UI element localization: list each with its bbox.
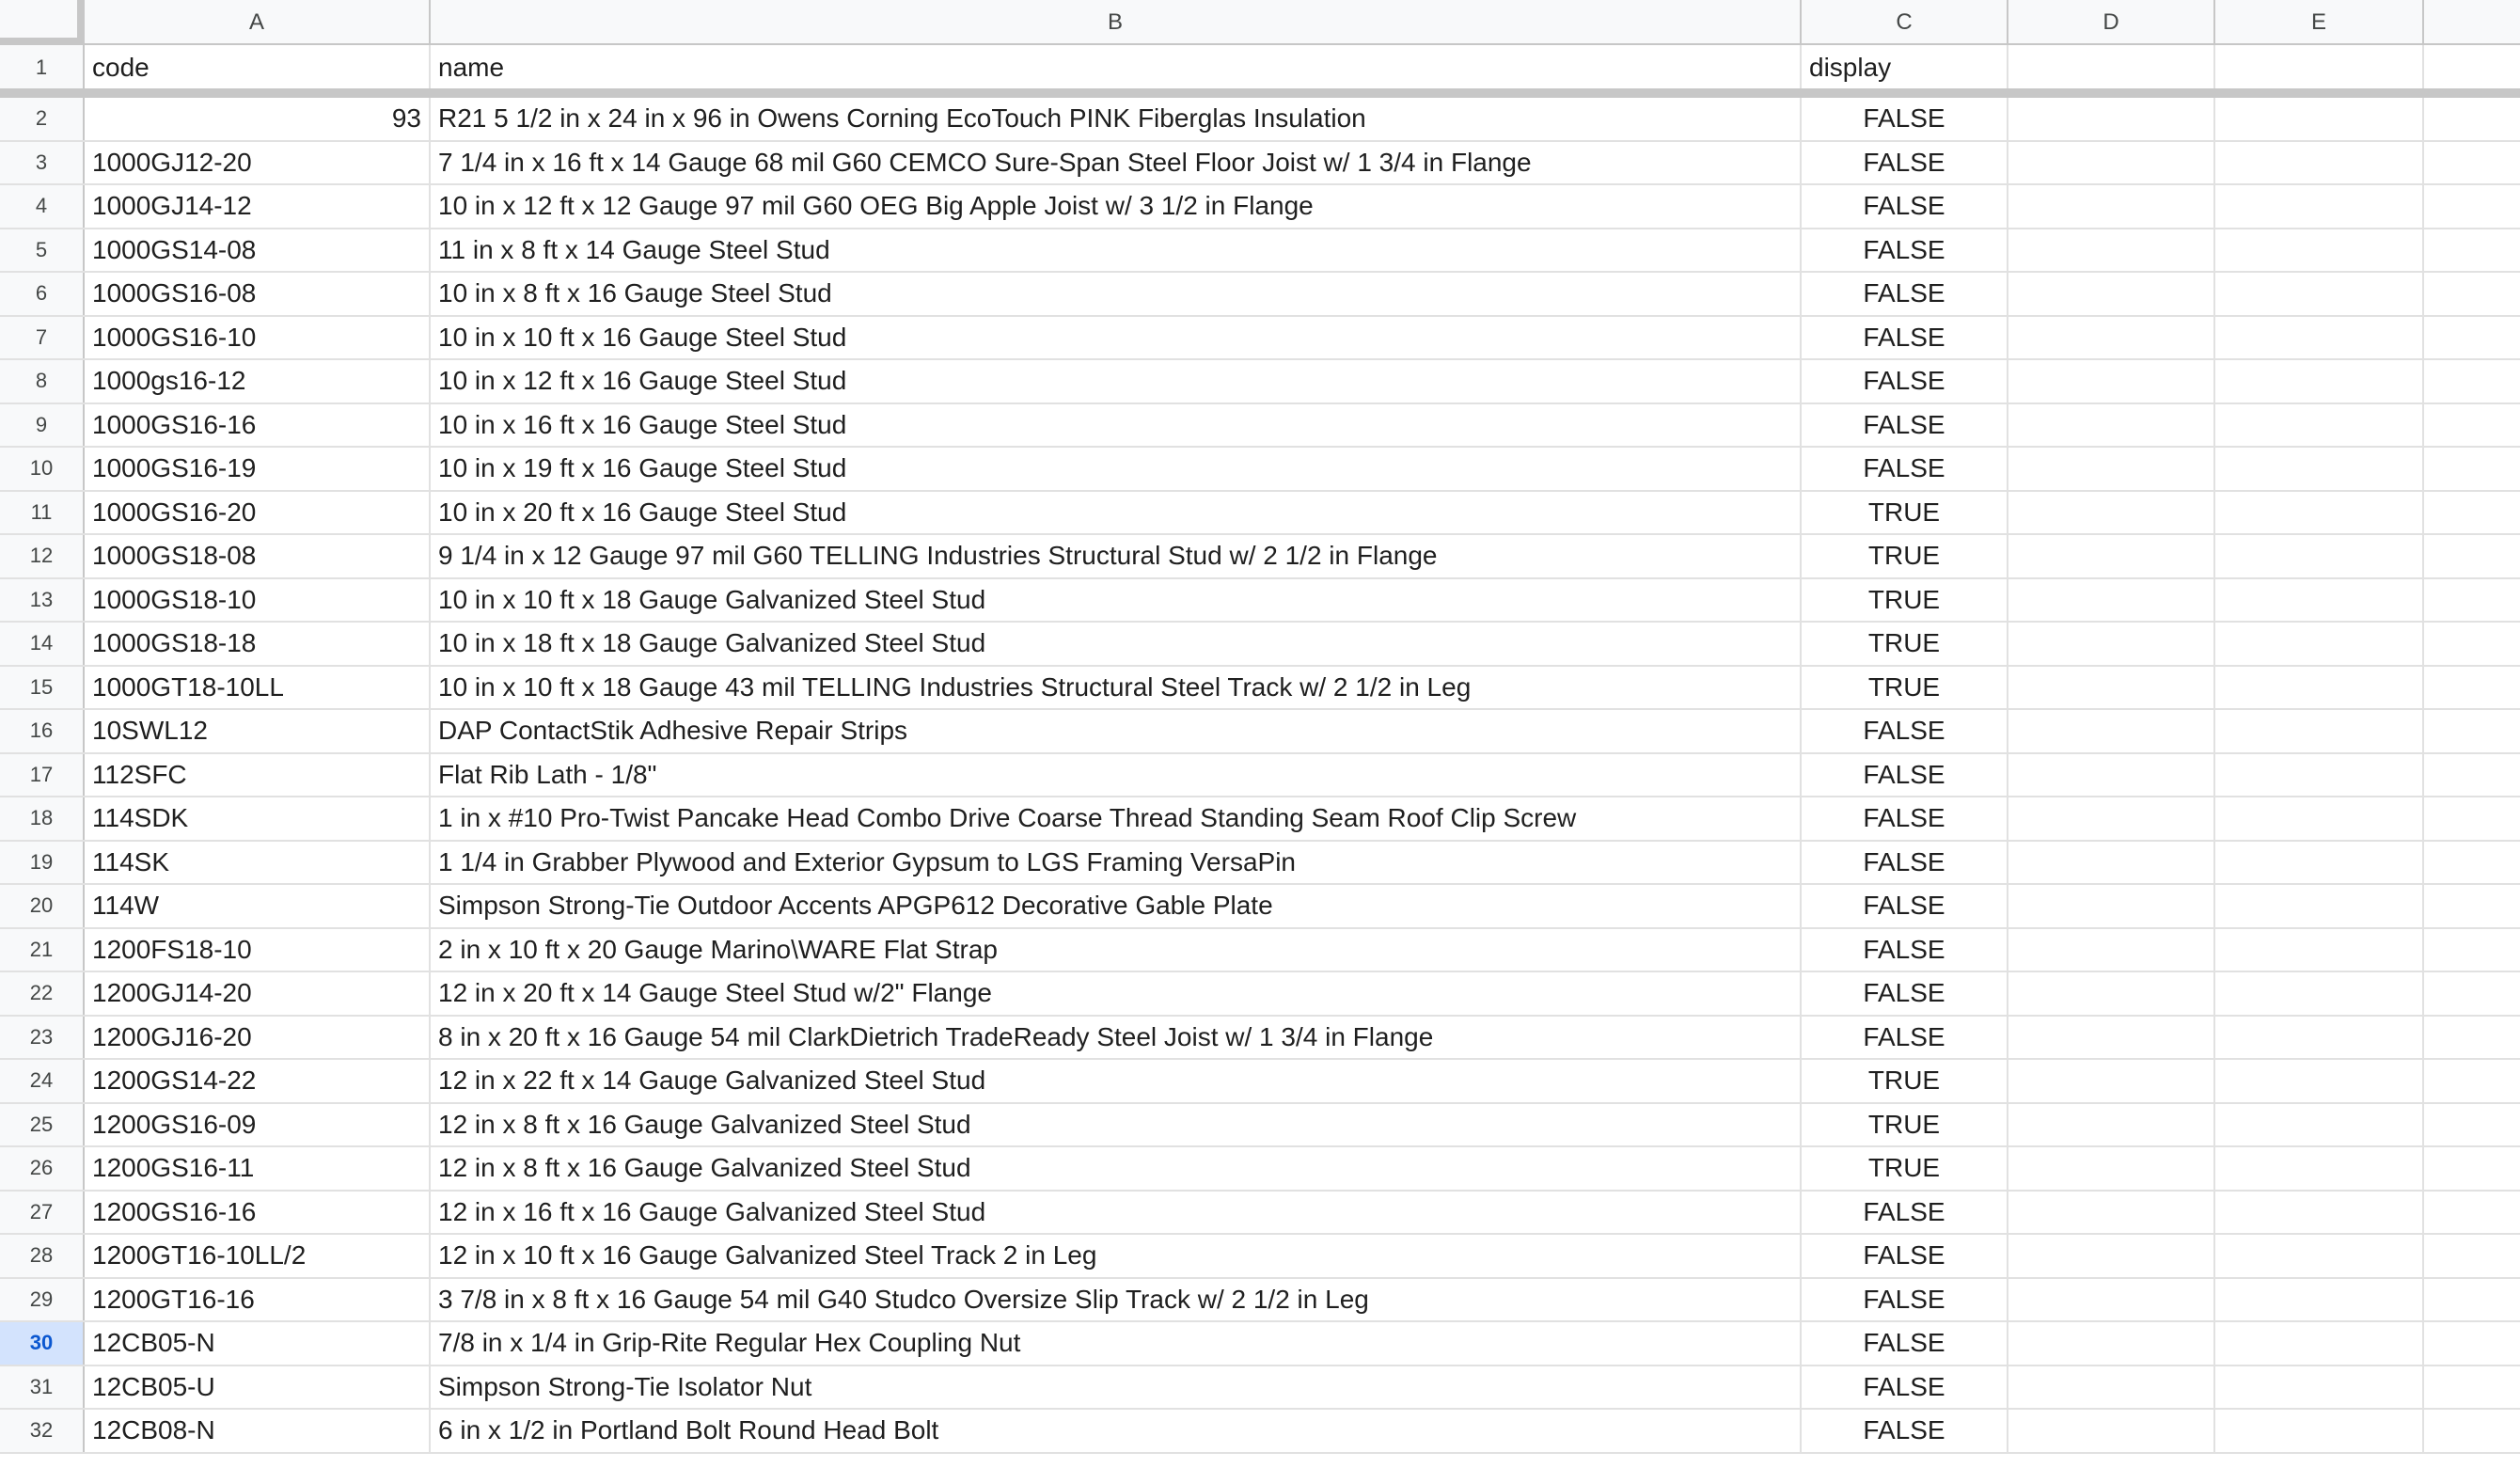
cell-display[interactable]: FALSE — [1802, 1192, 2008, 1234]
cell-empty[interactable] — [2008, 492, 2215, 534]
cell-empty[interactable] — [2008, 142, 2215, 184]
row-number[interactable]: 8 — [0, 360, 85, 403]
cell-code[interactable]: 1000GS18-08 — [85, 535, 431, 577]
cell-empty[interactable] — [2424, 185, 2520, 228]
cell-name[interactable]: 12 in x 8 ft x 16 Gauge Galvanized Steel Stud — [431, 1147, 1802, 1190]
cell-display[interactable]: TRUE — [1802, 1060, 2008, 1102]
column-header-b[interactable]: B — [431, 0, 1802, 45]
row-number[interactable]: 17 — [0, 754, 85, 797]
cell-empty[interactable] — [2215, 98, 2424, 140]
cell-empty[interactable] — [2215, 45, 2424, 88]
cell-empty[interactable] — [2424, 229, 2520, 272]
cell-code[interactable]: 1000GS16-08 — [85, 273, 431, 315]
row-number[interactable]: 22 — [0, 972, 85, 1015]
cell-empty[interactable] — [2008, 842, 2215, 884]
cell-empty[interactable] — [2215, 229, 2424, 272]
row-number[interactable]: 3 — [0, 142, 85, 184]
cell-name[interactable]: 12 in x 16 ft x 16 Gauge Galvanized Steel Stud — [431, 1192, 1802, 1234]
cell-empty[interactable] — [2424, 667, 2520, 709]
cell-name[interactable]: 3 7/8 in x 8 ft x 16 Gauge 54 mil G40 Studco Oversize Slip Track w/ 2 1/2 in Leg — [431, 1279, 1802, 1321]
row-number[interactable]: 23 — [0, 1017, 85, 1059]
cell-empty[interactable] — [2215, 1147, 2424, 1190]
cell-code[interactable]: 1200FS18-10 — [85, 929, 431, 971]
table-row — [0, 797, 2520, 842]
cell-code[interactable]: 1200GS16-09 — [85, 1104, 431, 1146]
cell-display[interactable]: FALSE — [1802, 710, 2008, 752]
cell-empty[interactable] — [2424, 972, 2520, 1015]
cell-code[interactable]: 1000gs16-12 — [85, 360, 431, 403]
cell-code[interactable]: 1200GJ16-20 — [85, 1017, 431, 1059]
cell-empty[interactable] — [2008, 1147, 2215, 1190]
cell-display[interactable]: TRUE — [1802, 579, 2008, 622]
row-number[interactable]: 19 — [0, 842, 85, 884]
cell-empty[interactable] — [2424, 98, 2520, 140]
cell-name[interactable]: 8 in x 20 ft x 16 Gauge 54 mil ClarkDietrich TradeReady Steel Joist w/ 1 3/4 in Flange — [431, 1017, 1802, 1059]
cell-display[interactable]: FALSE — [1802, 885, 2008, 927]
cell-display[interactable]: FALSE — [1802, 1279, 2008, 1321]
row-number[interactable]: 26 — [0, 1147, 85, 1190]
cell-empty[interactable] — [2008, 797, 2215, 840]
cell-code[interactable]: 114SDK — [85, 797, 431, 840]
table-row — [0, 98, 2520, 142]
cell-empty[interactable] — [2424, 535, 2520, 577]
cell-display[interactable]: FALSE — [1802, 229, 2008, 272]
cell-code[interactable]: 1200GJ14-20 — [85, 972, 431, 1015]
cell-code[interactable]: 10SWL12 — [85, 710, 431, 752]
cell-code[interactable]: 12CB08-N — [85, 1410, 431, 1452]
table-row — [0, 885, 2520, 929]
cell-name[interactable]: 10 in x 19 ft x 16 Gauge Steel Stud — [431, 448, 1802, 490]
cell-empty[interactable] — [2008, 229, 2215, 272]
row-number[interactable]: 14 — [0, 623, 85, 665]
row-number[interactable]: 15 — [0, 667, 85, 709]
column-header-c[interactable]: C — [1802, 0, 2008, 45]
cell-name[interactable]: Simpson Strong-Tie Outdoor Accents APGP612 Decorative Gable Plate — [431, 885, 1802, 927]
row-number[interactable]: 18 — [0, 797, 85, 840]
table-row — [0, 710, 2520, 754]
cell-empty[interactable] — [2008, 1366, 2215, 1409]
cell-empty[interactable] — [2008, 1104, 2215, 1146]
cell-name[interactable]: 10 in x 10 ft x 18 Gauge 43 mil TELLING Industries Structural Steel Track w/ 2 1/2 in Leg — [431, 667, 1802, 709]
cell-empty[interactable] — [2215, 929, 2424, 971]
table-row — [0, 1017, 2520, 1061]
table-row — [0, 929, 2520, 973]
cell-name[interactable]: Simpson Strong-Tie Isolator Nut — [431, 1366, 1802, 1409]
cell-name[interactable]: 10 in x 8 ft x 16 Gauge Steel Stud — [431, 273, 1802, 315]
cell-name[interactable]: 1 1/4 in Grabber Plywood and Exterior Gypsum to LGS Framing VersaPin — [431, 842, 1802, 884]
cell-name[interactable]: R21 5 1/2 in x 24 in x 96 in Owens Corning EcoTouch PINK Fiberglas Insulation — [431, 98, 1802, 140]
cell-empty[interactable] — [2215, 754, 2424, 797]
table-row — [0, 185, 2520, 229]
cell-code[interactable]: 1200GS16-16 — [85, 1192, 431, 1234]
cell-empty[interactable] — [2215, 797, 2424, 840]
cell-code[interactable]: 12CB05-U — [85, 1366, 431, 1409]
row-number[interactable]: 13 — [0, 579, 85, 622]
row-number[interactable]: 29 — [0, 1279, 85, 1321]
cell-empty[interactable] — [2424, 885, 2520, 927]
cell-code[interactable]: 1000GS16-10 — [85, 317, 431, 359]
cell-empty[interactable] — [2424, 842, 2520, 884]
cell-empty[interactable] — [2215, 1410, 2424, 1452]
cell-name[interactable]: 11 in x 8 ft x 14 Gauge Steel Stud — [431, 229, 1802, 272]
cell-empty[interactable] — [2424, 317, 2520, 359]
cell-empty[interactable] — [2215, 142, 2424, 184]
cell-empty[interactable] — [2008, 273, 2215, 315]
cell-empty[interactable] — [2215, 623, 2424, 665]
cell-empty[interactable] — [2008, 710, 2215, 752]
cell-code[interactable]: 1000GS18-18 — [85, 623, 431, 665]
cell-code[interactable]: 1000GS16-19 — [85, 448, 431, 490]
cell-code[interactable]: 1200GS14-22 — [85, 1060, 431, 1102]
column-header-d[interactable]: D — [2008, 0, 2215, 45]
table-row — [0, 273, 2520, 317]
row-number[interactable]: 4 — [0, 185, 85, 228]
row-number[interactable]: 2 — [0, 98, 85, 140]
cell-display[interactable]: TRUE — [1802, 1147, 2008, 1190]
cell-display[interactable]: FALSE — [1802, 360, 2008, 403]
cell-empty[interactable] — [2008, 1192, 2215, 1234]
cell-empty[interactable] — [2424, 929, 2520, 971]
cell-empty[interactable] — [2424, 45, 2520, 88]
cell-empty[interactable] — [2008, 535, 2215, 577]
row-number[interactable]: 16 — [0, 710, 85, 752]
cell-code-header[interactable]: code — [85, 45, 431, 88]
row-number[interactable]: 21 — [0, 929, 85, 971]
header-row — [0, 45, 2520, 98]
cell-code[interactable]: 1000GS16-16 — [85, 404, 431, 447]
cell-display[interactable]: TRUE — [1802, 667, 2008, 709]
cell-empty[interactable] — [2215, 448, 2424, 490]
cell-empty[interactable] — [2008, 623, 2215, 665]
cell-name[interactable]: 7/8 in x 1/4 in Grip-Rite Regular Hex Coupling Nut — [431, 1322, 1802, 1365]
row-number[interactable]: 24 — [0, 1060, 85, 1102]
cell-display[interactable]: FALSE — [1802, 754, 2008, 797]
column-header-e[interactable]: E — [2215, 0, 2424, 45]
cell-empty[interactable] — [2424, 754, 2520, 797]
table-row — [0, 1192, 2520, 1236]
cell-empty[interactable] — [2424, 623, 2520, 665]
cell-name[interactable]: 6 in x 1/2 in Portland Bolt Round Head Bolt — [431, 1410, 1802, 1452]
cell-name[interactable]: 10 in x 10 ft x 16 Gauge Steel Stud — [431, 317, 1802, 359]
cell-empty[interactable] — [2215, 1192, 2424, 1234]
cell-name[interactable]: 10 in x 12 ft x 12 Gauge 97 mil G60 OEG Big Apple Joist w/ 3 1/2 in Flange — [431, 185, 1802, 228]
table-row — [0, 972, 2520, 1017]
cell-empty[interactable] — [2215, 842, 2424, 884]
column-header-a[interactable]: A — [85, 0, 431, 45]
cell-empty[interactable] — [2008, 360, 2215, 403]
cell-code[interactable]: 1000GS18-10 — [85, 579, 431, 622]
table-row — [0, 754, 2520, 798]
cell-empty[interactable] — [2424, 1017, 2520, 1059]
cell-empty[interactable] — [2215, 1279, 2424, 1321]
cell-code[interactable]: 1000GJ14-12 — [85, 185, 431, 228]
select-all-corner[interactable] — [0, 0, 85, 45]
cell-empty[interactable] — [2215, 1235, 2424, 1277]
cell-display[interactable]: FALSE — [1802, 1235, 2008, 1277]
cell-empty[interactable] — [2215, 885, 2424, 927]
cell-empty[interactable] — [2424, 1060, 2520, 1102]
cell-code[interactable]: 1000GS14-08 — [85, 229, 431, 272]
cell-empty[interactable] — [2008, 98, 2215, 140]
row-number[interactable]: 10 — [0, 448, 85, 490]
cell-empty[interactable] — [2424, 1192, 2520, 1234]
row-number[interactable]: 30 — [0, 1322, 85, 1365]
cell-name[interactable]: 12 in x 22 ft x 14 Gauge Galvanized Steel Stud — [431, 1060, 1802, 1102]
cell-display[interactable]: FALSE — [1802, 98, 2008, 140]
cell-empty[interactable] — [2424, 360, 2520, 403]
cell-code[interactable]: 1000GS16-20 — [85, 492, 431, 534]
cell-empty[interactable] — [2008, 404, 2215, 447]
cell-display-header[interactable]: display — [1802, 45, 2008, 88]
cell-name-header[interactable]: name — [431, 45, 1802, 88]
cell-empty[interactable] — [2424, 1410, 2520, 1452]
cell-empty[interactable] — [2215, 1017, 2424, 1059]
cell-empty[interactable] — [2424, 1322, 2520, 1365]
cell-code[interactable]: 1200GT16-16 — [85, 1279, 431, 1321]
cell-code[interactable]: 112SFC — [85, 754, 431, 797]
cell-empty[interactable] — [2008, 754, 2215, 797]
table-row — [0, 1279, 2520, 1323]
table-row — [0, 360, 2520, 404]
cell-empty[interactable] — [2008, 185, 2215, 228]
table-row — [0, 448, 2520, 492]
cell-display[interactable]: FALSE — [1802, 1366, 2008, 1409]
cell-empty[interactable] — [2008, 667, 2215, 709]
row-number[interactable]: 5 — [0, 229, 85, 272]
table-row — [0, 1235, 2520, 1279]
cell-empty[interactable] — [2215, 273, 2424, 315]
cell-display[interactable]: FALSE — [1802, 1017, 2008, 1059]
row-number[interactable]: 9 — [0, 404, 85, 447]
cell-empty[interactable] — [2215, 535, 2424, 577]
row-number[interactable]: 7 — [0, 317, 85, 359]
cell-empty[interactable] — [2424, 1235, 2520, 1277]
cell-empty[interactable] — [2424, 448, 2520, 490]
row-number[interactable]: 20 — [0, 885, 85, 927]
cell-name[interactable]: 12 in x 8 ft x 16 Gauge Galvanized Steel Stud — [431, 1104, 1802, 1146]
table-row — [0, 492, 2520, 536]
cell-name[interactable]: 10 in x 10 ft x 18 Gauge Galvanized Steel Stud — [431, 579, 1802, 622]
table-row — [0, 142, 2520, 186]
table-row — [0, 579, 2520, 624]
cell-empty[interactable] — [2215, 185, 2424, 228]
cell-empty[interactable] — [2008, 1235, 2215, 1277]
cell-name[interactable]: 1 in x #10 Pro-Twist Pancake Head Combo Drive Coarse Thread Standing Seam Roof Clip Screw — [431, 797, 1802, 840]
cell-name[interactable]: 12 in x 20 ft x 14 Gauge Steel Stud w/2" Flange — [431, 972, 1802, 1015]
cell-empty[interactable] — [2424, 1147, 2520, 1190]
table-row — [0, 535, 2520, 579]
table-row — [0, 317, 2520, 361]
cell-code[interactable]: 93 — [85, 98, 431, 140]
table-row — [0, 1410, 2520, 1454]
column-header-f[interactable] — [2424, 0, 2520, 45]
cell-display[interactable]: FALSE — [1802, 317, 2008, 359]
cell-empty[interactable] — [2424, 142, 2520, 184]
cell-empty[interactable] — [2424, 273, 2520, 315]
cell-display[interactable]: FALSE — [1802, 1322, 2008, 1365]
cell-empty[interactable] — [2215, 1104, 2424, 1146]
cell-empty[interactable] — [2424, 579, 2520, 622]
cell-empty[interactable] — [2215, 1060, 2424, 1102]
table-row — [0, 1060, 2520, 1104]
cell-empty[interactable] — [2215, 317, 2424, 359]
cell-name[interactable]: 9 1/4 in x 12 Gauge 97 mil G60 TELLING Industries Structural Stud w/ 2 1/2 in Flange — [431, 535, 1802, 577]
cell-empty[interactable] — [2424, 1279, 2520, 1321]
table-row — [0, 1366, 2520, 1411]
table-row — [0, 842, 2520, 886]
cell-empty[interactable] — [2008, 1060, 2215, 1102]
cell-empty[interactable] — [2008, 972, 2215, 1015]
cell-empty[interactable] — [2424, 1104, 2520, 1146]
cell-empty[interactable] — [2215, 404, 2424, 447]
cell-name[interactable]: 7 1/4 in x 16 ft x 14 Gauge 68 mil G60 CEMCO Sure-Span Steel Floor Joist w/ 1 3/4 in Flange — [431, 142, 1802, 184]
table-row — [0, 229, 2520, 274]
cell-display[interactable]: FALSE — [1802, 797, 2008, 840]
row-number[interactable]: 11 — [0, 492, 85, 534]
cell-name[interactable]: 12 in x 10 ft x 16 Gauge Galvanized Steel Track 2 in Leg — [431, 1235, 1802, 1277]
cell-empty[interactable] — [2424, 797, 2520, 840]
cell-name[interactable]: DAP ContactStik Adhesive Repair Strips — [431, 710, 1802, 752]
cell-empty[interactable] — [2215, 972, 2424, 1015]
cell-display[interactable]: FALSE — [1802, 929, 2008, 971]
table-row — [0, 667, 2520, 711]
cell-empty[interactable] — [2424, 492, 2520, 534]
table-row — [0, 1104, 2520, 1148]
cell-name[interactable]: 10 in x 12 ft x 16 Gauge Steel Stud — [431, 360, 1802, 403]
cell-name[interactable]: Flat Rib Lath - 1/8" — [431, 754, 1802, 797]
cell-display[interactable]: FALSE — [1802, 972, 2008, 1015]
cell-display[interactable]: FALSE — [1802, 1410, 2008, 1452]
cell-code[interactable]: 1200GS16-11 — [85, 1147, 431, 1190]
cell-empty[interactable] — [2215, 360, 2424, 403]
cell-empty[interactable] — [2215, 1322, 2424, 1365]
cell-code[interactable]: 12CB05-N — [85, 1322, 431, 1365]
row-number[interactable]: 25 — [0, 1104, 85, 1146]
cell-display[interactable]: FALSE — [1802, 142, 2008, 184]
cell-display[interactable]: TRUE — [1802, 535, 2008, 577]
cell-code[interactable]: 1200GT16-10LL/2 — [85, 1235, 431, 1277]
cell-empty[interactable] — [2008, 929, 2215, 971]
table-row — [0, 1322, 2520, 1366]
cell-display[interactable]: TRUE — [1802, 623, 2008, 665]
row-number[interactable]: 28 — [0, 1235, 85, 1277]
row-number[interactable]: 32 — [0, 1410, 85, 1452]
cell-name[interactable]: 10 in x 18 ft x 18 Gauge Galvanized Steel Stud — [431, 623, 1802, 665]
cell-empty[interactable] — [2424, 404, 2520, 447]
cell-empty[interactable] — [2008, 45, 2215, 88]
cell-name[interactable]: 2 in x 10 ft x 20 Gauge Marino\WARE Flat Strap — [431, 929, 1802, 971]
cell-display[interactable]: FALSE — [1802, 404, 2008, 447]
cell-empty[interactable] — [2008, 1322, 2215, 1365]
cell-display[interactable]: FALSE — [1802, 842, 2008, 884]
cell-empty[interactable] — [2008, 579, 2215, 622]
cell-empty[interactable] — [2215, 492, 2424, 534]
cell-empty[interactable] — [2008, 1017, 2215, 1059]
table-row — [0, 623, 2520, 667]
cell-empty[interactable] — [2215, 579, 2424, 622]
table-row — [0, 404, 2520, 449]
cell-display[interactable]: TRUE — [1802, 492, 2008, 534]
cell-empty[interactable] — [2215, 710, 2424, 752]
cell-empty[interactable] — [2008, 1410, 2215, 1452]
row-number[interactable]: 31 — [0, 1366, 85, 1409]
cell-empty[interactable] — [2215, 667, 2424, 709]
cell-code[interactable]: 1000GJ12-20 — [85, 142, 431, 184]
table-row — [0, 1147, 2520, 1192]
cell-empty[interactable] — [2215, 1366, 2424, 1409]
cell-empty[interactable] — [2008, 885, 2215, 927]
cell-display[interactable]: TRUE — [1802, 1104, 2008, 1146]
cell-name[interactable]: 10 in x 20 ft x 16 Gauge Steel Stud — [431, 492, 1802, 534]
cell-empty[interactable] — [2008, 448, 2215, 490]
row-number[interactable]: 12 — [0, 535, 85, 577]
cell-display[interactable]: FALSE — [1802, 448, 2008, 490]
cell-code[interactable]: 114W — [85, 885, 431, 927]
cell-empty[interactable] — [2008, 317, 2215, 359]
cell-code[interactable]: 114SK — [85, 842, 431, 884]
cell-display[interactable]: FALSE — [1802, 185, 2008, 228]
cell-empty[interactable] — [2424, 1366, 2520, 1409]
cell-name[interactable]: 10 in x 16 ft x 16 Gauge Steel Stud — [431, 404, 1802, 447]
row-number[interactable]: 27 — [0, 1192, 85, 1234]
cell-display[interactable]: FALSE — [1802, 273, 2008, 315]
row-number[interactable]: 6 — [0, 273, 85, 315]
cell-empty[interactable] — [2008, 1279, 2215, 1321]
row-number[interactable]: 1 — [0, 45, 85, 88]
cell-code[interactable]: 1000GT18-10LL — [85, 667, 431, 709]
column-header-bar — [0, 0, 2520, 45]
cell-empty[interactable] — [2424, 710, 2520, 752]
